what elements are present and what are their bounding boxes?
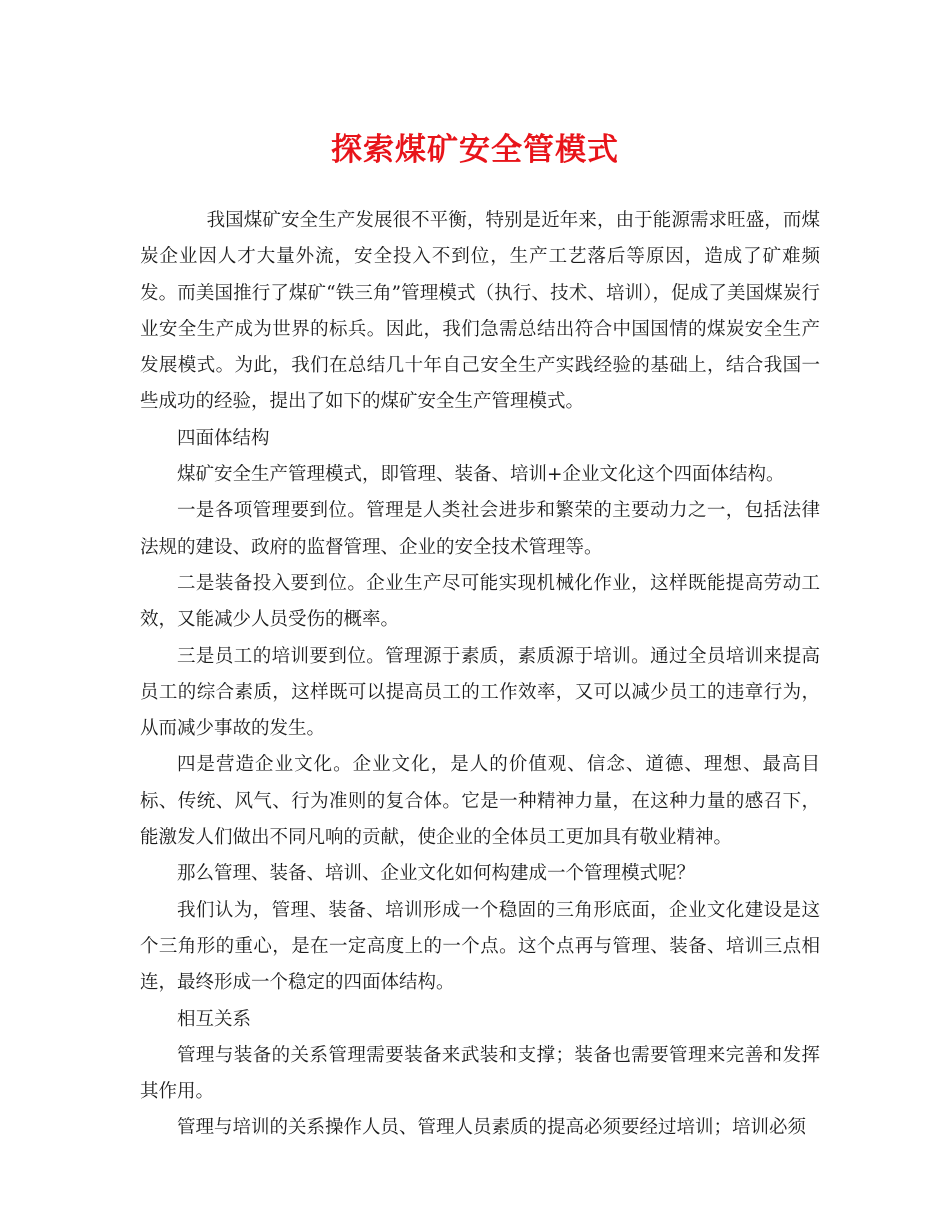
- paragraph-equipment: 二是装备投入要到位。企业生产尽可能实现机械化作业，这样既能提高劳动工效，又能减少人员受伤的概率。: [140, 572, 820, 631]
- paragraph-structure: 我们认为，管理、装备、培训形成一个稳固的三角形底面，企业文化建设是这个三角形的重心，是在一定高度上的一个点。这个点再与管理、装备、培训三点相连，最终形成一个稳定的四面体结构。: [140, 899, 820, 994]
- document-body: [140, 203, 820, 1147]
- paragraph-question: 那么管理、装备、培训、企业文化如何构建成一个管理模式呢？: [177, 863, 696, 885]
- paragraph-model-definition: 煤矿安全生产管理模式，即管理、装备、培训+企业文化这个四面体结构。: [177, 464, 785, 486]
- paragraph-management: 一是各项管理要到位。管理是人类社会进步和繁荣的主要动力之一，包括法律法规的建设、政府的监督管理、企业的安全技术管理等。: [140, 500, 820, 558]
- intro-paragraph: 我国煤矿安全生产发展很不平衡，特别是近年来，由于能源需求旺盛，而煤炭企业因人才大量外流，安全投入不到位，生产工艺落后等原因，造成了矿难频发。而美国推行了煤矿“铁三角”管理模式（执行、技术、培训），促成了美国煤炭行业安全生产成为世界的标兵。因此，我们急需总结出符合中国国情的煤炭安全生产发展模式。为此，我们在总结几十年自己安全生产实践经验的基础上，结合我国一些成功的经验，提出了如下的煤矿安全生产管理模式。: [140, 210, 820, 413]
- paragraph-culture: 四是营造企业文化。企业文化，是人的价值观、信念、道德、理想、最高目标、传统、风气、行为准则的复合体。它是一种精神力量，在这种力量的感召下，能激发人们做出不同凡响的贡献，使企业的全体员工更加具有敬业精神。: [140, 754, 820, 849]
- section-heading-relations: 相互关系: [177, 1008, 252, 1030]
- document-title: 探索煤矿安全管模式: [331, 132, 619, 168]
- paragraph-management-training: 管理与培训的关系操作人员、管理人员素质的提高必须要经过培训；培训必须: [177, 1117, 807, 1139]
- paragraph-management-equipment: 管理与装备的关系管理需要装备来武装和支撑；装备也需要管理来完善和发挥其作用。: [140, 1044, 820, 1103]
- paragraph-training: 三是员工的培训要到位。管理源于素质，素质源于培训。通过全员培训来提高员工的综合素质，这样既可以提高员工的工作效率，又可以减少员工的违章行为，从而减少事故的发生。: [140, 645, 820, 740]
- section-heading-tetrahedron: 四面体结构: [177, 427, 270, 449]
